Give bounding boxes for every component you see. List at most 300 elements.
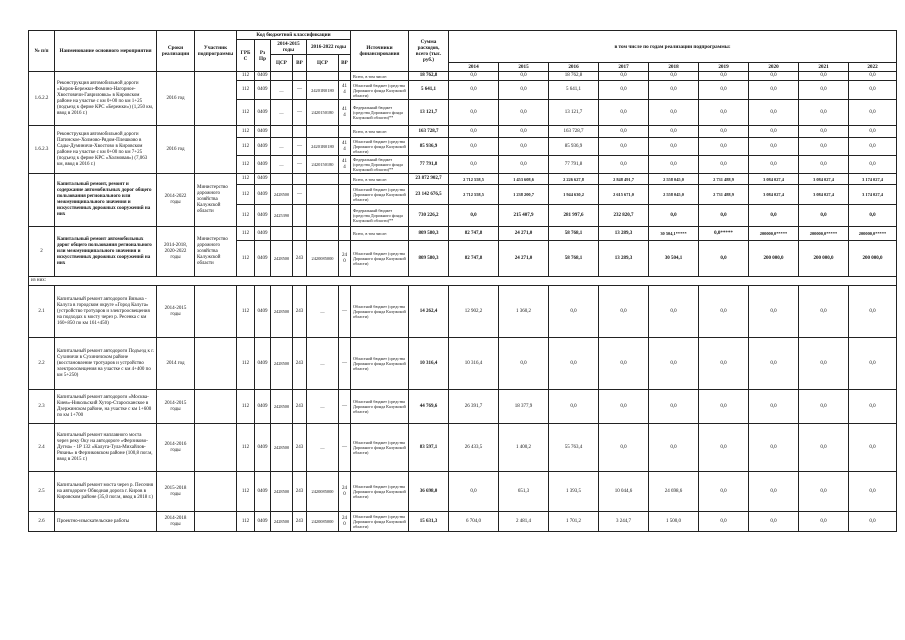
cell-year-value: 0,0 (799, 390, 849, 424)
cell-year-value: 2 558 045,0 (649, 174, 699, 185)
cell-year-value: 0,0 (649, 205, 699, 227)
cell-sum: 13 121,7 (409, 100, 449, 126)
cell-csr-1: — (271, 81, 293, 100)
cell-year-value: 0,0 (549, 286, 599, 338)
cell-csr-1: 2428500 (271, 338, 293, 390)
cell-year-value: 3 084 027,4 (799, 174, 849, 185)
cell-grbs: 112 (237, 286, 255, 338)
cell-vr-2: — (339, 286, 351, 338)
cell-year-value: 0,0 (599, 138, 649, 156)
cell-year-value: 2 712 558,5 (449, 174, 499, 185)
header-y1: 2014-2015 годы (271, 40, 307, 55)
cell-year-value: 0,0 (749, 72, 799, 81)
cell-year-value: 13 289,3 (599, 241, 649, 277)
cell-source: Областной бюджет (средства Дорожного фонда Калужской области) (351, 81, 409, 100)
table-row (29, 390, 897, 424)
cell-year-value: 0,0 (699, 286, 749, 338)
cell-year-value: 1 944 630,2 (549, 185, 599, 205)
cell-year-value: 0,0 (449, 205, 499, 227)
cell-year-value: 0,0 (599, 126, 649, 138)
row-participant (195, 512, 237, 532)
header-year-2021: 2021 (799, 63, 849, 72)
cell-grbs: 112 (237, 185, 255, 205)
header-source: Источники финансирования (351, 31, 409, 72)
cell-source: Областной бюджет (средства Дорожного фонда Калужской области) (351, 241, 409, 277)
header-grbs: ГРБС (237, 40, 255, 72)
table-row (29, 472, 897, 512)
cell-year-value: 0,0 (849, 205, 897, 227)
cell-year-value: 2 558 045,0 (649, 185, 699, 205)
header-name: Наименование основного мероприятия (55, 31, 157, 72)
cell-source: Областной бюджет (средства Дорожного фонда Калужской области) (351, 138, 409, 156)
cell-source: Федеральный бюджет (средства Дорожного фонда Калужской области)** (351, 205, 409, 227)
cell-year-value: 0,0 (849, 126, 897, 138)
cell-grbs: 112 (237, 390, 255, 424)
row-participant: Министерство дорожного хозяйства Калужской области (195, 174, 237, 227)
cell-source: Всего, в том числе: (351, 174, 409, 185)
row-participant (195, 286, 237, 338)
cell-year-value: 13 121,7 (549, 100, 599, 126)
cell-year-value: 0,0 (649, 138, 699, 156)
cell-year-value: 0,0 (799, 424, 849, 472)
cell-grbs: 112 (237, 100, 255, 126)
header-participant: Участник подпрограммы (195, 31, 237, 72)
cell-year-value: 0,0 (749, 138, 799, 156)
cell-year-value: 3 084 027,4 (749, 185, 799, 205)
cell-year-value: 6 704,0 (449, 512, 499, 532)
row-num: 1.6.2.3 (29, 126, 55, 174)
cell-year-value: 0,0 (449, 126, 499, 138)
cell-csr-1: 2428500 (271, 512, 293, 532)
cell-sum: 85 936,9 (409, 138, 449, 156)
cell-sum: 23 872 902,7 (409, 174, 449, 185)
budget-table (28, 30, 897, 532)
cell-year-value: 200000,0***** (799, 227, 849, 241)
header-byyear: в том числе по годам реализации подпрограммы: (449, 31, 897, 63)
cell-csr-2: 2420085000 (307, 472, 339, 512)
table-row (29, 338, 897, 390)
row-name: Капитальный ремонт автодороги Подъезд к г. Сухиничи в Сухиничском районе (восстановление тротуаров и устройство электроосвещения на участке с км 4+400 по км 5+250) (55, 338, 157, 390)
row-period: 2014-2015 годы (157, 390, 195, 424)
cell-csr-2: 24201R0180 (307, 81, 339, 100)
cell-vr-1 (293, 227, 307, 241)
cell-year-value: 0,0 (499, 72, 549, 81)
cell-vr-2 (339, 205, 351, 227)
cell-vr-1: 243 (293, 241, 307, 277)
cell-csr-1: 2428500 (271, 390, 293, 424)
row-name: Проектно-изыскательские работы (55, 512, 157, 532)
header-num: № п/п (29, 31, 55, 72)
row-name: Капитальный ремонт наплавного моста через реку Оку на автодороге «Ферзиково-Дугна» - 1Р 132 «Калуга-Тула-Михайлов-Рязань» в Ферзиковском районе (100,8 пог.м, ввод в 2015 г.) (55, 424, 157, 472)
cell-year-value: 5 641,1 (549, 81, 599, 100)
cell-sum: 23 142 676,5 (409, 185, 449, 205)
row-period: 2014-2018, 2020-2022 годы (157, 227, 195, 277)
cell-year-value: 0,0 (649, 424, 699, 472)
row-period: 2014-2016 годы (157, 424, 195, 472)
cell-vr-2: 414 (339, 100, 351, 126)
cell-year-value: 1 400,2 (499, 424, 549, 472)
cell-vr-2: 414 (339, 138, 351, 156)
cell-csr-2 (307, 227, 339, 241)
cell-rzpr: 0409 (255, 81, 271, 100)
row-num (29, 174, 55, 227)
header-year-2019: 2019 (699, 63, 749, 72)
row-participant (195, 472, 237, 512)
cell-year-value: 0,0 (599, 156, 649, 174)
cell-year-value: 0,0 (749, 390, 799, 424)
cell-year-value: 1 453 608,6 (499, 174, 549, 185)
header-csr-1: ЦСР (271, 55, 293, 72)
cell-csr-1: 2428500 (271, 286, 293, 338)
cell-year-value: 3 084 027,4 (749, 174, 799, 185)
cell-csr-1: 2425390 (271, 205, 293, 227)
cell-csr-2: 2420085000 (307, 512, 339, 532)
cell-csr-2: 2420150180 (307, 100, 339, 126)
cell-year-value: 0,0 (599, 286, 649, 338)
cell-csr-2 (307, 174, 339, 185)
cell-year-value: 0,0 (499, 338, 549, 390)
cell-year-value: 0,0 (849, 156, 897, 174)
cell-rzpr: 0409 (255, 205, 271, 227)
cell-year-value: 0,0 (699, 241, 749, 277)
cell-vr-2: 414 (339, 81, 351, 100)
cell-year-value: 0,0 (649, 72, 699, 81)
row-name: Капитальный ремонт моста через р. Песочня на автодороге Обводная дорога г. Киров в Кировском районе (35,0 пог.м, ввод в 2018 г.) (55, 472, 157, 512)
cell-year-value: 0,0 (749, 338, 799, 390)
header-vr-2: ВР (339, 55, 351, 72)
cell-year-value: 0,0 (799, 126, 849, 138)
cell-rzpr: 0409 (255, 227, 271, 241)
cell-vr-2 (339, 185, 351, 205)
cell-sum: 809 580,3 (409, 241, 449, 277)
table-row (29, 227, 897, 241)
cell-year-value: 0,0 (649, 100, 699, 126)
cell-year-value: 77 791,8 (549, 156, 599, 174)
row-num: 2.3 (29, 390, 55, 424)
cell-grbs: 112 (237, 338, 255, 390)
cell-year-value: 0,0 (749, 472, 799, 512)
cell-sum: 163 728,7 (409, 126, 449, 138)
cell-grbs: 112 (237, 205, 255, 227)
cell-source: Областной бюджет (средства Дорожного фонда Калужской области) (351, 390, 409, 424)
cell-vr-1: — (293, 81, 307, 100)
cell-csr-2 (307, 126, 339, 138)
cell-grbs: 112 (237, 472, 255, 512)
cell-csr-1: 2428500 (271, 472, 293, 512)
cell-year-value: 0,0 (749, 81, 799, 100)
cell-year-value: 26 433,5 (449, 424, 499, 472)
cell-year-value: 0,0 (749, 424, 799, 472)
header-rzpr: Рз Пр (255, 40, 271, 72)
cell-year-value: 0,0 (699, 138, 749, 156)
cell-year-value: 0,0 (849, 338, 897, 390)
row-name: Капитальный ремонт автомобильных дорог общего пользования регионального или межмуниципального значения и искусственных дорожных сооружений на них (55, 227, 157, 277)
cell-rzpr: 0409 (255, 286, 271, 338)
cell-year-value: 1 393,5 (549, 472, 599, 512)
cell-year-value: 0,0 (749, 205, 799, 227)
row-name: Реконструкция автомобильной дороги «Киров-Бережки-Фомино-Нагорное-Хвостовичи-Гавриловка» в Кировском районе на участке с км 0+00 по км 1+25 (подъезд к ферме КРС «Бережки») (1,250 км, ввод в 2016 г.) (55, 72, 157, 126)
cell-year-value: 3 084 027,4 (799, 185, 849, 205)
cell-csr-2: — (307, 390, 339, 424)
budget-table-sheet (28, 30, 896, 532)
cell-year-value: 0,0 (699, 205, 749, 227)
cell-year-value: 0,0 (699, 512, 749, 532)
header-year-2020: 2020 (749, 63, 799, 72)
cell-year-value: 0,0 (649, 390, 699, 424)
cell-year-value: 24 698,6 (649, 472, 699, 512)
cell-vr-2: — (339, 424, 351, 472)
cell-rzpr: 0409 (255, 241, 271, 277)
row-participant (195, 390, 237, 424)
row-participant (195, 424, 237, 472)
cell-year-value: 0,0 (849, 424, 897, 472)
header-year-2014: 2014 (449, 63, 499, 72)
cell-year-value: 0,0 (849, 81, 897, 100)
cell-rzpr: 0409 (255, 138, 271, 156)
table-body (29, 72, 897, 532)
cell-year-value: 200 000,0 (799, 241, 849, 277)
cell-source: Областной бюджет (средства Дорожного фонда Калужской области) (351, 286, 409, 338)
cell-vr-1: — (293, 156, 307, 174)
row-name: Капитальный ремонт автодороги «Москва-Киев»-Никольский Хутор-Старосканское в Дзержинском районе, на участке с км 1+600 по км 1+700 (55, 390, 157, 424)
cell-year-value: 2 712 558,5 (449, 185, 499, 205)
row-num: 2.5 (29, 472, 55, 512)
cell-year-value: 0,0 (749, 156, 799, 174)
cell-sum: 77 791,8 (409, 156, 449, 174)
row-period: 2014-2022 годы (157, 174, 195, 227)
cell-source: Областной бюджет (средства Дорожного фонда Калужской области) (351, 424, 409, 472)
cell-csr-2 (307, 185, 339, 205)
row-period: 2014-2018 годы (157, 512, 195, 532)
row-participant: Министерство дорожного хозяйства Калужской области (195, 227, 237, 277)
cell-year-value: 0,0 (549, 338, 599, 390)
cell-year-value: 0,0 (699, 126, 749, 138)
cell-sum: 14 262,4 (409, 286, 449, 338)
table-header (29, 31, 897, 72)
cell-sum: 18 762,8 (409, 72, 449, 81)
cell-year-value: 1 500,0 (649, 512, 699, 532)
cell-year-value: 281 997,6 (549, 205, 599, 227)
cell-vr-1: 243 (293, 472, 307, 512)
cell-year-value: 200 000,0 (849, 241, 897, 277)
cell-vr-1: 243 (293, 390, 307, 424)
cell-year-value: 0,0 (449, 472, 499, 512)
row-period: 2016 год (157, 126, 195, 174)
cell-sum: 730 226,2 (409, 205, 449, 227)
cell-year-value: 0,0 (849, 138, 897, 156)
cell-grbs: 112 (237, 126, 255, 138)
cell-year-value: 0,0 (549, 390, 599, 424)
cell-year-value: 0,0 (799, 81, 849, 100)
cell-vr-2: — (339, 390, 351, 424)
cell-year-value: 200000,0***** (849, 227, 897, 241)
cell-year-value: 0,0 (699, 100, 749, 126)
cell-grbs: 112 (237, 424, 255, 472)
row-num: 2 (29, 227, 55, 277)
cell-year-value: 2 226 627,8 (549, 174, 599, 185)
cell-year-value: 0,0 (449, 81, 499, 100)
cell-year-value: 2 848 491,7 (599, 174, 649, 185)
row-num: 2.6 (29, 512, 55, 532)
cell-source: Областной бюджет (средства Дорожного фонда Калужской области) (351, 472, 409, 512)
cell-year-value: 0,0 (599, 390, 649, 424)
cell-rzpr: 0409 (255, 390, 271, 424)
cell-year-value: 200000,0***** (749, 227, 799, 241)
cell-rzpr: 0409 (255, 126, 271, 138)
cell-year-value: 12 902,2 (449, 286, 499, 338)
cell-rzpr: 0409 (255, 156, 271, 174)
cell-year-value: 0,0 (699, 81, 749, 100)
cell-year-value: 0,0 (449, 72, 499, 81)
cell-year-value: 0,0 (749, 126, 799, 138)
table-row (29, 174, 897, 185)
cell-csr-2 (307, 205, 339, 227)
header-year-2018: 2018 (649, 63, 699, 72)
cell-year-value: 0,0 (599, 424, 649, 472)
row-period: 2016 год (157, 72, 195, 126)
header-vr-1: ВР (293, 55, 307, 72)
cell-year-value: 26 391,7 (449, 390, 499, 424)
cell-grbs: 112 (237, 227, 255, 241)
cell-vr-1: 243 (293, 424, 307, 472)
cell-grbs: 112 (237, 241, 255, 277)
cell-year-value: 10 044,6 (599, 472, 649, 512)
cell-year-value: 0,0***** (699, 227, 749, 241)
table-row (29, 512, 897, 532)
cell-source: Федеральный бюджет (средства Дорожного фонда Калужской области)** (351, 100, 409, 126)
cell-rzpr: 0409 (255, 174, 271, 185)
cell-csr-1 (271, 72, 293, 81)
cell-vr-2 (339, 174, 351, 185)
cell-source: Всего, в том числе: (351, 72, 409, 81)
cell-grbs: 112 (237, 156, 255, 174)
row-participant (195, 126, 237, 174)
header-year-2017: 2017 (599, 63, 649, 72)
cell-year-value: 0,0 (649, 338, 699, 390)
cell-csr-1: — (271, 138, 293, 156)
cell-year-value: 0,0 (599, 338, 649, 390)
cell-year-value: 0,0 (799, 338, 849, 390)
cell-source: Федеральный бюджет (средства Дорожного фонда Калужской области)** (351, 156, 409, 174)
cell-year-value: 0,0 (499, 138, 549, 156)
cell-year-value: 651,3 (499, 472, 549, 512)
cell-year-value: 0,0 (799, 286, 849, 338)
cell-year-value: 0,0 (799, 512, 849, 532)
cell-year-value: 0,0 (599, 100, 649, 126)
cell-vr-1: — (293, 138, 307, 156)
cell-rzpr: 0409 (255, 100, 271, 126)
cell-vr-2 (339, 126, 351, 138)
header-sum: Сумма расходов, всего (тыс. руб.) (409, 31, 449, 72)
cell-year-value: 18 762,8 (549, 72, 599, 81)
cell-year-value: 2 731 488,9 (699, 174, 749, 185)
cell-vr-2: — (339, 338, 351, 390)
cell-year-value: 0,0 (849, 286, 897, 338)
cell-vr-2 (339, 227, 351, 241)
cell-sum: 83 597,1 (409, 424, 449, 472)
cell-year-value: 0,0 (449, 138, 499, 156)
cell-csr-1: 2428500 (271, 424, 293, 472)
row-num: 2.2 (29, 338, 55, 390)
cell-csr-1 (271, 227, 293, 241)
row-period: 2014 год (157, 338, 195, 390)
cell-year-value: 0,0 (799, 100, 849, 126)
cell-year-value: 0,0 (749, 100, 799, 126)
cell-vr-2: 240 (339, 512, 351, 532)
cell-year-value: 0,0 (699, 424, 749, 472)
cell-csr-2: 24201R0180 (307, 138, 339, 156)
cell-sum: 809 580,3 (409, 227, 449, 241)
cell-year-value: 24 271,0 (499, 227, 549, 241)
cell-rzpr: 0409 (255, 472, 271, 512)
cell-year-value: 0,0 (649, 81, 699, 100)
cell-csr-2: 2420150180 (307, 156, 339, 174)
cell-year-value: 0,0 (499, 156, 549, 174)
cell-year-value: 0,0 (849, 72, 897, 81)
cell-source: Всего, в том числе: (351, 227, 409, 241)
cell-year-value: 0,0 (449, 100, 499, 126)
cell-year-value: 10 316,4 (449, 338, 499, 390)
table-row (29, 286, 897, 338)
cell-year-value: 58 768,1 (549, 227, 599, 241)
header-csr-2: ЦСР (307, 55, 339, 72)
cell-csr-1: 2428500 (271, 185, 293, 205)
cell-grbs: 112 (237, 138, 255, 156)
cell-vr-1: 243 (293, 338, 307, 390)
cell-year-value: 0,0 (699, 390, 749, 424)
cell-year-value: 0,0 (599, 72, 649, 81)
table-row (29, 424, 897, 472)
cell-year-value: 3 244,7 (599, 512, 649, 532)
row-period: 2014-2015 годы (157, 286, 195, 338)
cell-csr-1: — (271, 100, 293, 126)
cell-csr-1 (271, 174, 293, 185)
row-num: 1.6.2.2 (29, 72, 55, 126)
cell-csr-1: 2428500 (271, 241, 293, 277)
cell-year-value: 1 238 200,7 (499, 185, 549, 205)
cell-year-value: 30 504,1***** (649, 227, 699, 241)
cell-year-value: 0,0 (849, 100, 897, 126)
cell-csr-2: — (307, 338, 339, 390)
cell-year-value: 0,0 (499, 100, 549, 126)
cell-sum: 5 641,1 (409, 81, 449, 100)
table-row (29, 126, 897, 138)
cell-year-value: 0,0 (749, 286, 799, 338)
cell-source: Всего, в том числе: (351, 126, 409, 138)
cell-year-value: 0,0 (699, 72, 749, 81)
cell-vr-2 (339, 72, 351, 81)
cell-year-value: 0,0 (799, 205, 849, 227)
cell-vr-2: 240 (339, 241, 351, 277)
cell-year-value: 0,0 (799, 156, 849, 174)
cell-csr-1: — (271, 156, 293, 174)
cell-year-value: 232 820,7 (599, 205, 649, 227)
cell-year-value: 2 731 488,9 (699, 185, 749, 205)
cell-year-value: 0,0 (649, 156, 699, 174)
row-participant (195, 338, 237, 390)
cell-year-value: 82 747,8 (449, 227, 499, 241)
cell-year-value: 3 174 027,4 (849, 185, 897, 205)
cell-vr-1 (293, 126, 307, 138)
cell-grbs: 112 (237, 174, 255, 185)
cell-year-value: 0,0 (799, 72, 849, 81)
cell-vr-1 (293, 72, 307, 81)
row-num: 2.4 (29, 424, 55, 472)
cell-year-value: 0,0 (649, 286, 699, 338)
cell-grbs: 112 (237, 512, 255, 532)
cell-year-value: 3 174 027,4 (849, 174, 897, 185)
cell-year-value: 0,0 (699, 472, 749, 512)
